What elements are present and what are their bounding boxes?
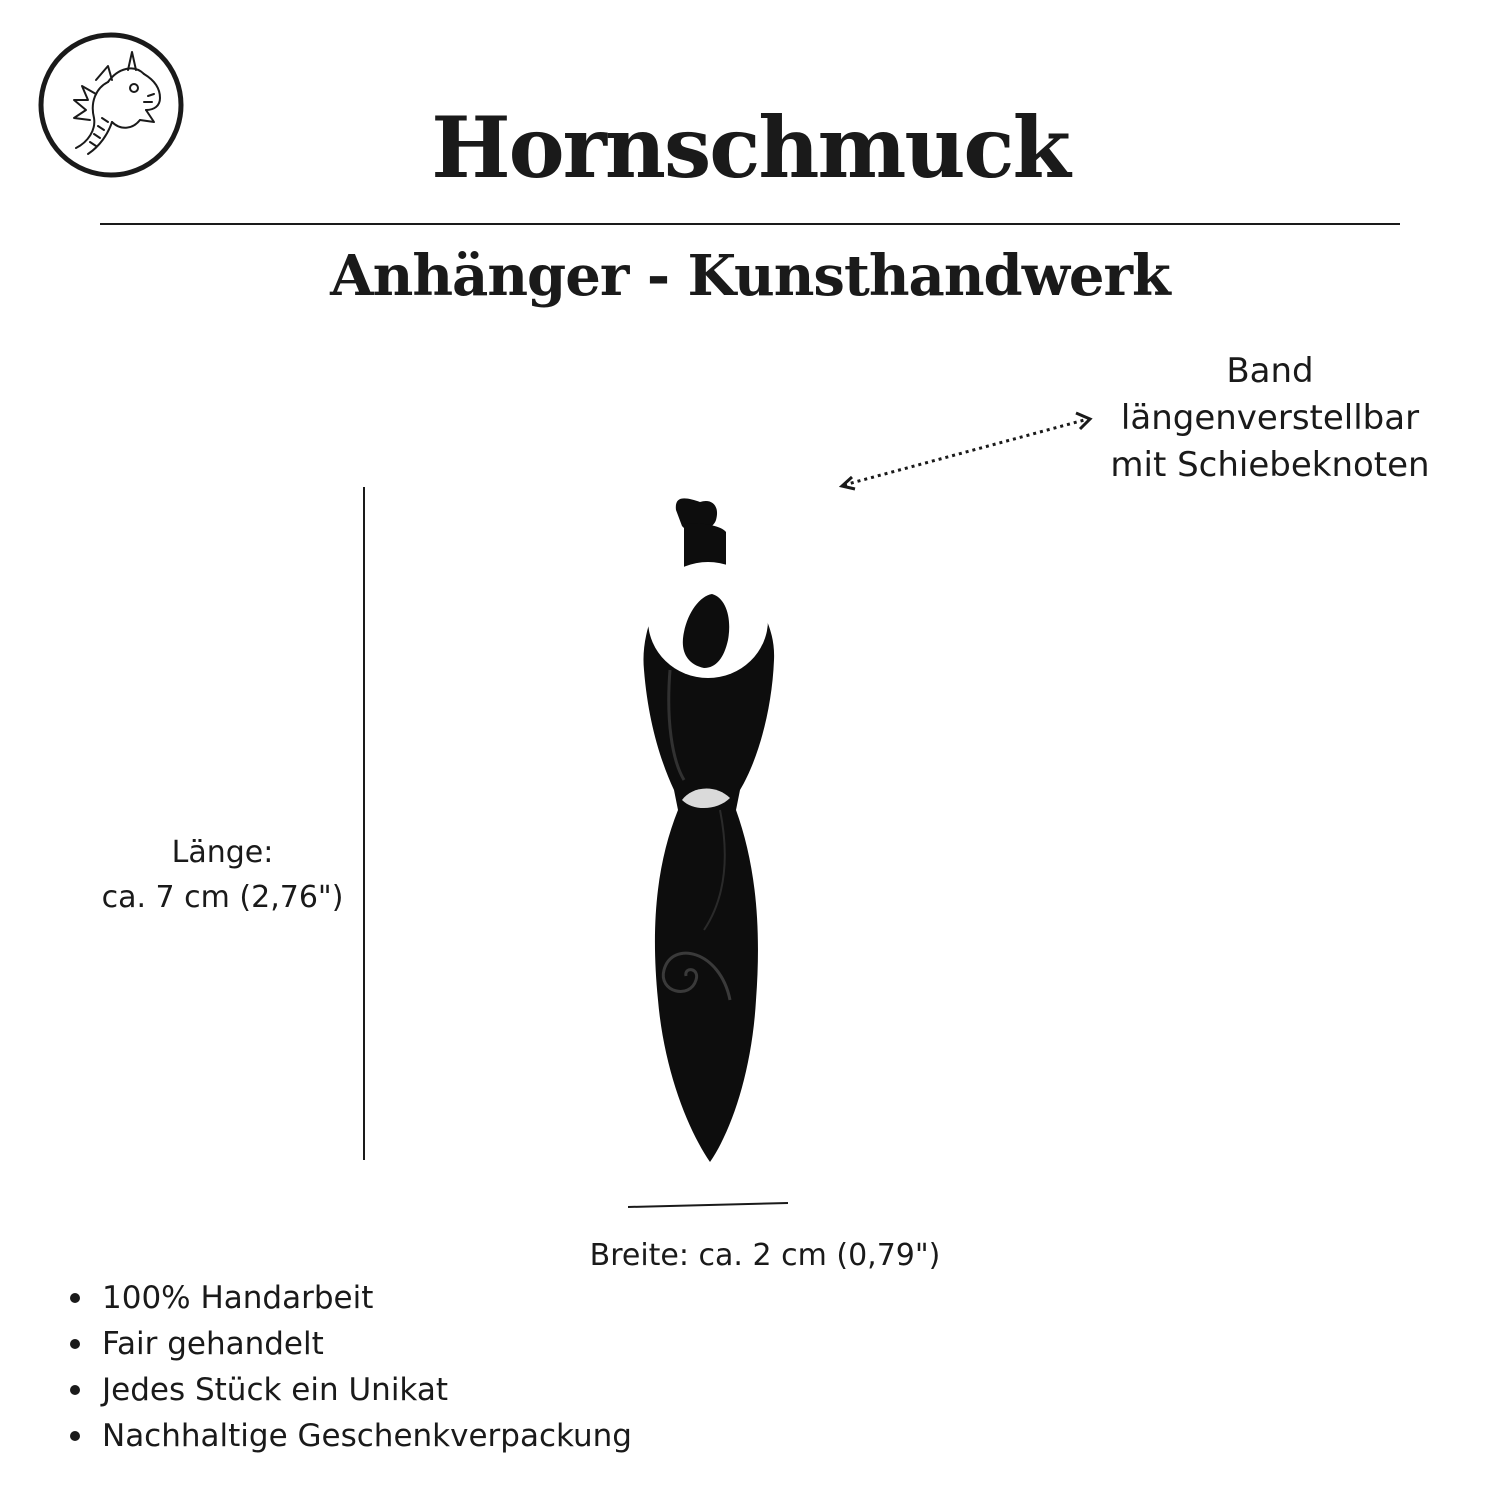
band-annotation (1085, 348, 1455, 489)
band-annotation-line: längenverstellbar (1120, 398, 1420, 438)
pendant-image (600, 480, 840, 1180)
feature-item: Jedes Stück ein Unikat (70, 1367, 632, 1413)
page-title: Hornschmuck (431, 98, 1069, 197)
title-divider (100, 223, 1400, 225)
band-pointer-arrow (830, 405, 1100, 495)
width-dimension-line (628, 1198, 788, 1208)
length-value: ca. 7 cm (2,76") (101, 880, 344, 915)
band-annotation-line: mit Schiebeknoten (1110, 445, 1430, 485)
feature-item: Nachhaltige Geschenkverpackung (70, 1413, 632, 1459)
length-annotation (80, 830, 365, 920)
length-label: Länge: (171, 835, 274, 870)
width-annotation: Breite: ca. 2 cm (0,79") (589, 1238, 941, 1273)
feature-list (70, 1275, 632, 1459)
feature-item: 100% Handarbeit (70, 1275, 632, 1321)
band-annotation-line: Band (1226, 351, 1314, 391)
length-dimension-line (363, 487, 365, 1160)
page-subtitle: Anhänger - Kunsthandwerk (330, 243, 1170, 309)
feature-item: Fair gehandelt (70, 1321, 632, 1367)
